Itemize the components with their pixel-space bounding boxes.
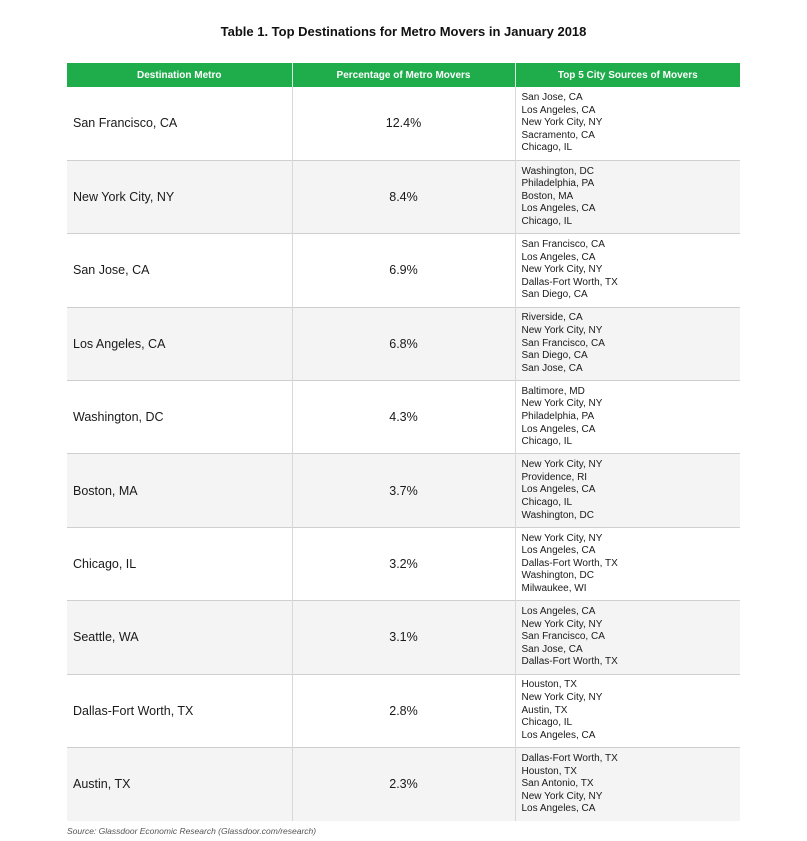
source-city: Dallas-Fort Worth, TX	[521, 276, 618, 288]
table-row	[67, 160, 740, 233]
source-city: New York City, NY	[521, 398, 603, 410]
percentage-cell: 3.7%	[292, 454, 515, 527]
destinations-table	[67, 63, 740, 821]
destination-metro-cell: Boston, MA	[67, 454, 292, 527]
destination-metro-cell: San Francisco, CA	[67, 87, 292, 160]
source-city: New York City, NY	[521, 117, 603, 129]
source-city: Washington, DC	[521, 570, 594, 582]
percentage-cell: 2.3%	[292, 748, 515, 821]
source-city: Chicago, IL	[521, 496, 573, 508]
destination-metro-cell: Chicago, IL	[67, 527, 292, 600]
table-row	[67, 381, 740, 454]
source-city: Dallas-Fort Worth, TX	[521, 752, 618, 764]
source-city: New York City, NY	[521, 264, 603, 276]
source-city: Los Angeles, CA	[521, 484, 596, 496]
source-city: Los Angeles, CA	[521, 605, 596, 617]
source-city: Los Angeles, CA	[521, 203, 596, 215]
source-city: Los Angeles, CA	[521, 729, 596, 741]
source-city: New York City, NY	[521, 324, 603, 336]
source-city: Los Angeles, CA	[521, 423, 596, 435]
top-sources-cell	[515, 234, 740, 307]
destination-metro-cell: San Jose, CA	[67, 234, 292, 307]
top-sources-cell	[515, 381, 740, 454]
table-row	[67, 748, 740, 821]
source-city: Philadelphia, PA	[521, 410, 595, 422]
percentage-cell: 2.8%	[292, 674, 515, 747]
percentage-cell: 12.4%	[292, 87, 515, 160]
percentage-cell: 6.8%	[292, 307, 515, 380]
table-body	[67, 87, 740, 821]
source-city: San Francisco, CA	[521, 238, 605, 250]
source-city: San Antonio, TX	[521, 778, 594, 790]
source-city: Chicago, IL	[521, 717, 573, 729]
source-city: Dallas-Fort Worth, TX	[521, 656, 618, 668]
source-note: Source: Glassdoor Economic Research (Glassdoor.com/research)	[67, 826, 317, 836]
source-city: Los Angeles, CA	[521, 104, 596, 116]
percentage-cell: 6.9%	[292, 234, 515, 307]
table-row	[67, 234, 740, 307]
source-city: Washington, DC	[521, 509, 594, 521]
source-city: San Diego, CA	[521, 350, 588, 362]
source-city: San Jose, CA	[521, 362, 583, 374]
source-city: Los Angeles, CA	[521, 545, 596, 557]
table-row	[67, 454, 740, 527]
top-sources-cell	[515, 527, 740, 600]
source-city: Washington, DC	[521, 165, 594, 177]
source-city: Baltimore, MD	[521, 385, 585, 397]
source-city: Chicago, IL	[521, 436, 573, 448]
percentage-cell: 8.4%	[292, 160, 515, 233]
percentage-cell: 3.2%	[292, 527, 515, 600]
source-city: Boston, MA	[521, 190, 574, 202]
source-city: Houston, TX	[521, 679, 577, 691]
top-sources-cell	[515, 307, 740, 380]
top-sources-cell	[515, 601, 740, 674]
destination-metro-cell: Los Angeles, CA	[67, 307, 292, 380]
table-row	[67, 307, 740, 380]
source-city: New York City, NY	[521, 532, 603, 544]
destination-metro-cell: Seattle, WA	[67, 601, 292, 674]
source-city: San Francisco, CA	[521, 337, 605, 349]
source-city: Sacramento, CA	[521, 129, 595, 141]
top-sources-cell	[515, 748, 740, 821]
source-city: Chicago, IL	[521, 142, 573, 154]
destination-metro-cell: Austin, TX	[67, 748, 292, 821]
header-destination-metro: Destination Metro	[67, 63, 292, 87]
percentage-cell: 4.3%	[292, 381, 515, 454]
source-city: Austin, TX	[521, 704, 568, 716]
source-city: San Francisco, CA	[521, 631, 605, 643]
header-top-sources: Top 5 City Sources of Movers	[515, 63, 740, 87]
source-city: New York City, NY	[521, 790, 603, 802]
source-city: New York City, NY	[521, 691, 603, 703]
table-row	[67, 674, 740, 747]
source-city: San Jose, CA	[521, 643, 583, 655]
destination-metro-cell: New York City, NY	[67, 160, 292, 233]
source-city: San Jose, CA	[521, 91, 583, 103]
source-city: Houston, TX	[521, 765, 577, 777]
percentage-cell: 3.1%	[292, 601, 515, 674]
top-sources-cell	[515, 160, 740, 233]
table-row	[67, 527, 740, 600]
destination-metro-cell: Dallas-Fort Worth, TX	[67, 674, 292, 747]
table-row	[67, 87, 740, 160]
source-city: New York City, NY	[521, 459, 603, 471]
table-row	[67, 601, 740, 674]
table-title: Table 1. Top Destinations for Metro Movers in January 2018	[220, 24, 587, 39]
source-city: Los Angeles, CA	[521, 251, 596, 263]
destination-metro-cell: Washington, DC	[67, 381, 292, 454]
source-city: Dallas-Fort Worth, TX	[521, 557, 618, 569]
source-city: New York City, NY	[521, 618, 603, 630]
header-percentage: Percentage of Metro Movers	[292, 63, 515, 87]
source-city: Riverside, CA	[521, 312, 583, 324]
source-city: Milwaukee, WI	[521, 582, 587, 594]
source-city: San Diego, CA	[521, 289, 588, 301]
top-sources-cell	[515, 674, 740, 747]
source-city: Los Angeles, CA	[521, 803, 596, 815]
top-sources-cell	[515, 87, 740, 160]
source-city: Chicago, IL	[521, 215, 573, 227]
top-sources-cell	[515, 454, 740, 527]
table-header	[67, 63, 740, 87]
source-city: Philadelphia, PA	[521, 178, 595, 190]
source-city: Providence, RI	[521, 471, 588, 483]
